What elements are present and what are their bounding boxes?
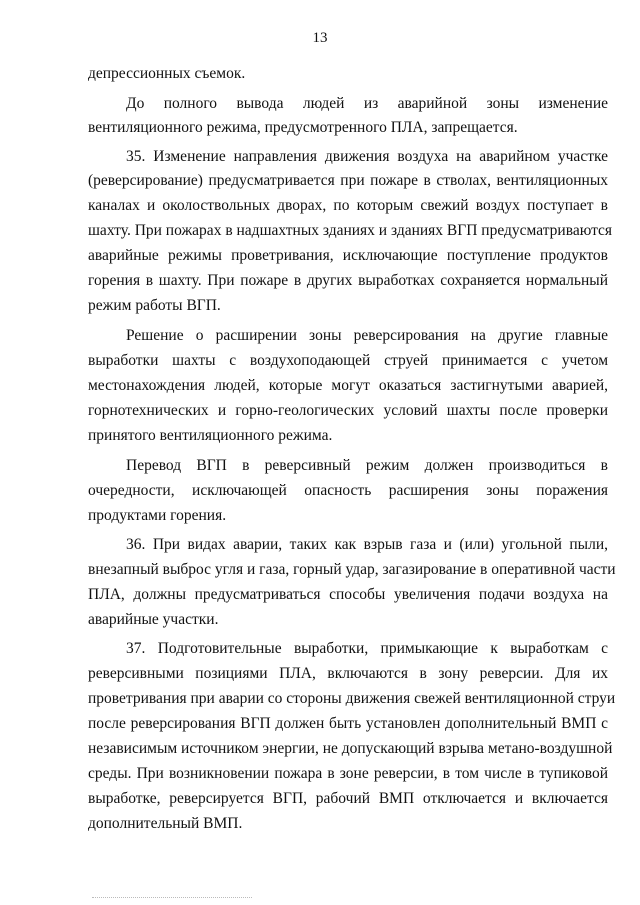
text-line: депрессионных съемок. <box>88 65 246 82</box>
text-line: режим работы ВГП. <box>88 297 221 314</box>
text-line: 36. При видах аварии, таких как взрыв газа и (или) угольной пыли, <box>126 536 608 553</box>
text-line: До полного вывода людей из аварийной зоны изменение <box>126 95 608 112</box>
text-line: дополнительный ВМП. <box>88 815 243 832</box>
text-line: принятого вентиляционного режима. <box>88 427 333 444</box>
text-line: очередности, исключающей опасность расширения зоны поражения <box>88 482 608 499</box>
text-line: продуктами горения. <box>88 507 227 524</box>
text-line: горнотехнических и горно-геологических условий шахты после проверки <box>88 402 608 419</box>
text-line: Перевод ВГП в реверсивный режим должен производиться в <box>126 457 608 474</box>
scan-artifact <box>92 897 252 900</box>
text-line: (реверсирование) предусматривается при пожаре в стволах, вентиляционных <box>88 172 608 189</box>
text-line: выработки шахты с воздухоподающей струей принимается с учетом <box>88 352 608 369</box>
text-line: реверсивными позициями ПЛА, включаются в зону реверсии. Для их <box>88 665 608 682</box>
text-line: после реверсирования ВГП должен быть установлен дополнительный ВМП с <box>88 715 608 732</box>
text-line: проветривания при аварии со стороны движения свежей вентиляционной струи <box>88 690 616 707</box>
text-line: Решение о расширении зоны реверсирования на другие главные <box>126 327 608 344</box>
text-line: 35. Изменение направления движения воздуха на аварийном участке <box>126 148 608 165</box>
text-line: горения в шахту. При пожаре в других выработках сохраняется нормальный <box>88 272 608 289</box>
text-line: аварийные режимы проветривания, исключающие поступление продуктов <box>88 247 608 264</box>
text-line: вентиляционного режима, предусмотренного ПЛА, запрещается. <box>88 119 518 136</box>
text-line: среды. При возникновении пожара в зоне реверсии, в том числе в тупиковой <box>88 765 608 782</box>
text-line: шахту. При пожарах в надшахтных зданиях и зданиях ВГП предусматриваются <box>88 222 613 239</box>
text-line: выработке, реверсируется ВГП, рабочий ВМП отключается и включается <box>88 790 608 807</box>
text-line: независимым источником энергии, не допускающий взрыва метано-воздушной <box>88 740 613 757</box>
text-line: внезапный выброс угля и газа, горный удар, загазирование в оперативной части <box>88 561 616 578</box>
text-line: каналах и околоствольных дворах, по которым свежий воздух поступает в <box>88 197 608 214</box>
text-line: 37. Подготовительные выработки, примыкающие к выработкам с <box>126 640 608 657</box>
page-number: 13 <box>312 30 328 46</box>
text-line: местонахождения людей, которые могут оказаться застигнутыми аварией, <box>88 377 608 394</box>
text-line: аварийные участки. <box>88 611 219 628</box>
text-line: ПЛА, должны предусматриваться способы увеличения подачи воздуха на <box>88 586 608 603</box>
